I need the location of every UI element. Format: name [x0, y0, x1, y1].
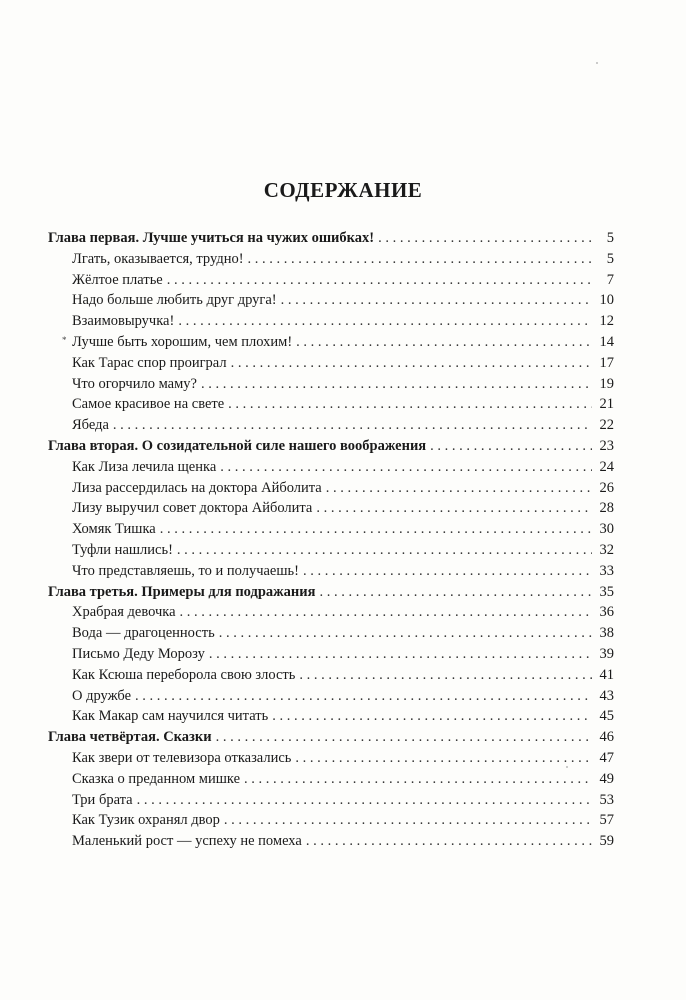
- toc-page-number: 10: [599, 292, 614, 309]
- toc-entry[interactable]: [72, 540, 614, 560]
- toc-entry-label: Лучше быть хорошим, чем плохим!: [72, 334, 293, 350]
- toc-entry-label: Что представляешь, то и получаешь!: [72, 562, 299, 579]
- toc-entry-label: Взаимовыручка!: [72, 313, 175, 330]
- toc-page-number: 5: [606, 250, 614, 267]
- dot-leader: [167, 270, 592, 290]
- toc-page-number: 23: [599, 438, 614, 454]
- toc-entry-label: Письмо Деду Морозу: [72, 646, 205, 662]
- toc-entry[interactable]: [72, 623, 614, 643]
- dot-leader: [306, 831, 592, 851]
- dot-leader: [209, 644, 592, 664]
- toc-entry[interactable]: [72, 374, 614, 394]
- toc-entry[interactable]: [72, 478, 614, 498]
- toc-entry[interactable]: [72, 665, 614, 685]
- dot-leader: [244, 769, 592, 789]
- toc-entry-label: Туфли нашлись!: [72, 542, 173, 558]
- dot-leader: [113, 415, 592, 435]
- dot-leader: [316, 498, 592, 518]
- toc-entry-label: О дружбе: [72, 687, 132, 704]
- toc-entry-label: Ябеда: [72, 417, 109, 434]
- dot-leader: [272, 706, 592, 726]
- toc-page-number: 19: [599, 375, 614, 392]
- toc-entry-label: Как Лиза лечила щенка: [72, 458, 217, 475]
- toc-entry-label: Хомяк Тишка: [72, 521, 156, 538]
- toc-page-number: 39: [599, 646, 614, 662]
- toc-entry-label: Лиза рассердилась на доктора Айболита: [72, 479, 322, 496]
- toc-entry[interactable]: [72, 457, 614, 477]
- toc-page-number: 38: [599, 625, 614, 642]
- dot-leader: [201, 374, 592, 394]
- toc-page-number: 41: [599, 666, 614, 683]
- toc-entry-label: Что огорчило маму?: [72, 375, 197, 392]
- toc-page-number: 24: [599, 458, 614, 475]
- dot-leader: [303, 561, 592, 581]
- dot-leader: [219, 623, 592, 643]
- toc-entry[interactable]: [72, 249, 614, 269]
- toc-chapter-label: Глава четвёртая. Сказки: [48, 729, 212, 746]
- paper-speck: [566, 766, 568, 768]
- toc-page-number: 35: [599, 583, 614, 600]
- toc-entry-label: Самое красивое на свете: [72, 396, 225, 413]
- paper-speck: [596, 62, 598, 64]
- toc-entry-label: Сказка о преданном мишке: [72, 770, 241, 787]
- toc-entry-label: Как Тузик охранял двор: [72, 812, 220, 829]
- toc-entry[interactable]: [72, 769, 614, 789]
- dot-leader: [220, 457, 592, 477]
- toc-page-number: 36: [599, 604, 614, 621]
- toc-page-number: 33: [599, 562, 614, 579]
- toc-entry[interactable]: [72, 810, 614, 830]
- toc-page-number: 45: [599, 708, 614, 725]
- dot-leader: [326, 478, 592, 498]
- dot-leader: [180, 602, 592, 622]
- toc-page-number: 26: [599, 479, 614, 496]
- toc-page-number: 53: [599, 791, 614, 808]
- dot-leader: [378, 228, 592, 248]
- toc-entry[interactable]: [72, 290, 614, 310]
- toc-entry[interactable]: [72, 686, 614, 706]
- toc-page-number: 43: [599, 687, 614, 704]
- toc-chapter-label: Глава третья. Примеры для подражания: [48, 583, 316, 600]
- toc-page-number: 28: [599, 500, 614, 517]
- toc-entry[interactable]: [72, 831, 614, 851]
- toc-chapter-2[interactable]: [48, 436, 614, 456]
- toc-page-number: 46: [599, 729, 614, 746]
- toc-entry[interactable]: [72, 332, 614, 352]
- toc-entry-label: Маленький рост — успеху не помеха: [72, 833, 302, 850]
- dot-leader: [224, 810, 592, 830]
- toc-page-number: 57: [599, 812, 614, 829]
- toc-entry[interactable]: [72, 706, 614, 726]
- toc-entry-label: Как Макар сам научился читать: [72, 708, 269, 725]
- toc-chapter-label: Глава вторая. О созидательной силе нашего воображения: [48, 438, 427, 454]
- toc-entry-label: Как Ксюша переборола свою злость: [72, 666, 296, 683]
- toc-entry[interactable]: [72, 561, 614, 581]
- toc-page-number: 59: [599, 833, 614, 850]
- dot-leader: [430, 436, 592, 456]
- dot-leader: [177, 540, 592, 560]
- toc-entry-label: Вода — драгоценность: [72, 625, 215, 642]
- dot-leader: [216, 727, 592, 747]
- dot-leader: [248, 249, 592, 269]
- toc-chapter-3[interactable]: [48, 582, 614, 602]
- dot-leader: [135, 686, 592, 706]
- toc-page-number: 21: [599, 396, 614, 413]
- dot-leader: [319, 582, 592, 602]
- toc-page-number: 49: [599, 770, 614, 787]
- toc-entry[interactable]: [72, 644, 614, 664]
- toc-chapter-1[interactable]: [48, 228, 614, 248]
- dot-leader: [281, 290, 592, 310]
- dot-leader: [160, 519, 592, 539]
- toc-page-number: 30: [599, 521, 614, 538]
- page-title: СОДЕРЖАНИЕ: [263, 178, 423, 202]
- toc-entry[interactable]: [72, 748, 614, 768]
- toc-entry[interactable]: [72, 415, 614, 435]
- toc-entry[interactable]: [72, 498, 614, 518]
- dot-leader: [178, 311, 592, 331]
- dot-leader: [231, 353, 592, 373]
- toc-page-number: 14: [599, 334, 614, 350]
- toc-chapter-label: Глава первая. Лучше учиться на чужих ошибках!: [48, 230, 375, 246]
- toc-page-number: 17: [599, 354, 614, 371]
- toc-page-number: 32: [599, 542, 614, 558]
- toc-page-number: 22: [599, 417, 614, 434]
- print-mark: *: [62, 335, 67, 345]
- toc-page-number: 5: [606, 230, 614, 246]
- toc-entry[interactable]: [72, 519, 614, 539]
- toc-entry[interactable]: [72, 353, 614, 373]
- toc-entry[interactable]: [72, 394, 614, 414]
- dot-leader: [299, 665, 592, 685]
- toc-entry[interactable]: [72, 790, 614, 810]
- toc-chapter-4[interactable]: [48, 727, 614, 747]
- dot-leader: [137, 790, 592, 810]
- toc-page-number: 12: [599, 313, 614, 330]
- dot-leader: [296, 332, 592, 352]
- toc-entry[interactable]: [72, 602, 614, 622]
- dot-leader: [295, 748, 592, 768]
- toc-entry-label: Как звери от телевизора отказались: [72, 750, 292, 766]
- toc-entry[interactable]: [72, 270, 614, 290]
- toc-page-number: 7: [606, 271, 614, 288]
- toc-entry-label: Лизу выручил совет доктора Айболита: [72, 500, 313, 517]
- toc-entry-label: Храбрая девочка: [72, 604, 176, 621]
- toc-entry[interactable]: [72, 311, 614, 331]
- toc-page-number: 47: [599, 750, 614, 766]
- dot-leader: [228, 394, 592, 414]
- toc-entry-label: Лгать, оказывается, трудно!: [72, 250, 244, 267]
- toc-entry-label: Три брата: [72, 791, 133, 808]
- toc-entry-label: Как Тарас спор проиграл: [72, 354, 227, 371]
- toc-entry-label: Надо больше любить друг друга!: [72, 292, 277, 309]
- toc-entry-label: Жёлтое платье: [72, 271, 163, 288]
